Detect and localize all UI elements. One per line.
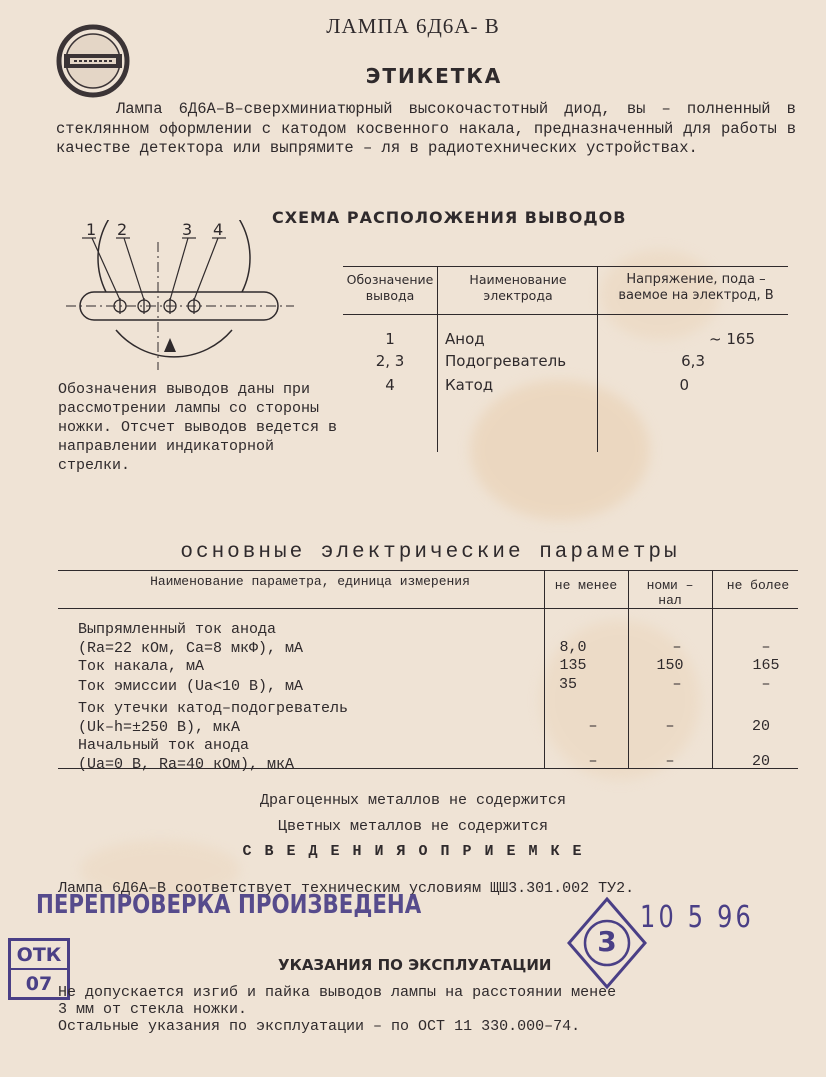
voltage-value: 6,3	[681, 352, 705, 370]
param-name: Ток накала, мА	[78, 658, 205, 675]
col-min-header: не менее	[554, 578, 618, 593]
param-nom: –	[672, 639, 682, 656]
param-max: 20	[751, 753, 770, 770]
param-name: Ток утечки катод–подогреватель	[78, 700, 349, 717]
pins-table	[343, 266, 788, 452]
recheck-date: 10 5 96	[640, 900, 755, 935]
col-pin-header: Обозначение вывода	[346, 272, 434, 303]
param-max: –	[761, 676, 771, 693]
param-name-condition: (Rа=22 кОм, Са=8 мкФ), мА	[78, 640, 304, 657]
acceptance-title: С В Е Д Е Н И Я О П Р И Е М К Е	[242, 843, 584, 860]
pin-notes: Обозначения выводов даны при рассмотрении лампы со стороны ножки. Отсчет выводов ведется в направлении индикаторной стрелки.	[58, 381, 338, 474]
page-title: ЛАМПА 6Д6А- В	[326, 14, 500, 38]
pin-label-1: 1	[86, 220, 97, 239]
param-max: 20	[751, 718, 770, 735]
otk-stamp-label: ОТК	[11, 941, 67, 970]
param-min: 135	[559, 657, 587, 674]
recheck-stamp: ПЕРЕПРОВЕРКА ПРОИЗВЕДЕНА	[36, 890, 422, 920]
param-min: –	[588, 753, 598, 770]
param-min: 35	[558, 676, 577, 693]
instructions-title: УКАЗАНИЯ ПО ЭКСПЛУАТАЦИИ	[278, 956, 552, 974]
param-name: Ток эмиссии (Uа<10 В), мА	[78, 678, 304, 695]
instructions-line: Не допускается изгиб и пайка выводов лампы на расстоянии менее	[58, 984, 617, 1001]
col-voltage-header: Напряжение, пода – ваемое на электрод, В	[618, 272, 774, 303]
pin-number: 2, 3	[375, 352, 405, 370]
document-subtitle: ЭТИКЕТКА	[365, 64, 503, 88]
param-nom: –	[672, 676, 682, 693]
col-electrode-header: Наименование электрода	[469, 272, 567, 303]
instructions-line: Остальные указания по эксплуатации – по ОСТ 11 330.000–74.	[58, 1018, 581, 1035]
param-nom: 150	[656, 657, 684, 674]
param-nom: –	[665, 718, 675, 735]
instructions-line: 3 мм от стекла ножки.	[58, 1001, 248, 1018]
col-max-header: не более	[726, 578, 790, 593]
param-min: 8,0	[559, 639, 587, 656]
pin-schema-title: СХЕМА РАСПОЛОЖЕНИЯ ВЫВОДОВ	[272, 208, 627, 227]
param-name: Выпрямленный ток анода	[78, 621, 277, 638]
col-param-name-header: Наименование параметра, единица измерения	[150, 574, 470, 589]
param-name-condition: (Uа=0 В, Rа=40 кОм), мкА	[78, 756, 295, 773]
param-nom: –	[665, 753, 675, 770]
params-title: основные электрические параметры	[180, 541, 680, 564]
electrode-name: Подогреватель	[445, 352, 567, 370]
pin-number: 1	[385, 330, 395, 348]
param-max: 165	[752, 657, 780, 674]
voltage-value: 0	[679, 376, 689, 394]
instructions-text	[58, 984, 798, 1035]
voltage-value: ~ 165	[709, 330, 755, 348]
pin-diagram	[64, 220, 304, 380]
pin-label-2: 2	[117, 220, 128, 239]
electrode-name: Анод	[445, 330, 485, 348]
param-name: Начальный ток анода	[78, 737, 250, 754]
otk-stamp-number: 07	[25, 973, 53, 995]
precious-metals-note: Драгоценных металлов не содержится	[259, 792, 567, 809]
param-min: –	[588, 718, 598, 735]
diamond-stamp-number: 3	[597, 925, 617, 958]
pin-label-3: 3	[182, 220, 193, 239]
pin-number: 4	[385, 376, 395, 394]
param-name-condition: (Uk–h=±250 В), мкА	[78, 719, 241, 736]
col-nom-header: номи – нал	[646, 578, 694, 608]
intro-paragraph: Лампа 6Д6А–В–сверхминиатюрный высокочастотный диод, вы – полненный в стеклянном оформлении с катодом косвенного накала, предназначенный для работы в качестве детектора или выпрямите – ля в радиотехнических устройствах.	[56, 100, 796, 157]
acceptance-text: Лампа 6Д6А–В соответствует техническим условиям ЩШ3.301.002 ТУ2.	[58, 880, 635, 897]
electrode-name: Катод	[445, 376, 494, 394]
param-max: –	[761, 639, 771, 656]
nonferrous-metals-note: Цветных металлов не содержится	[277, 818, 549, 835]
pin-label-4: 4	[213, 220, 224, 239]
